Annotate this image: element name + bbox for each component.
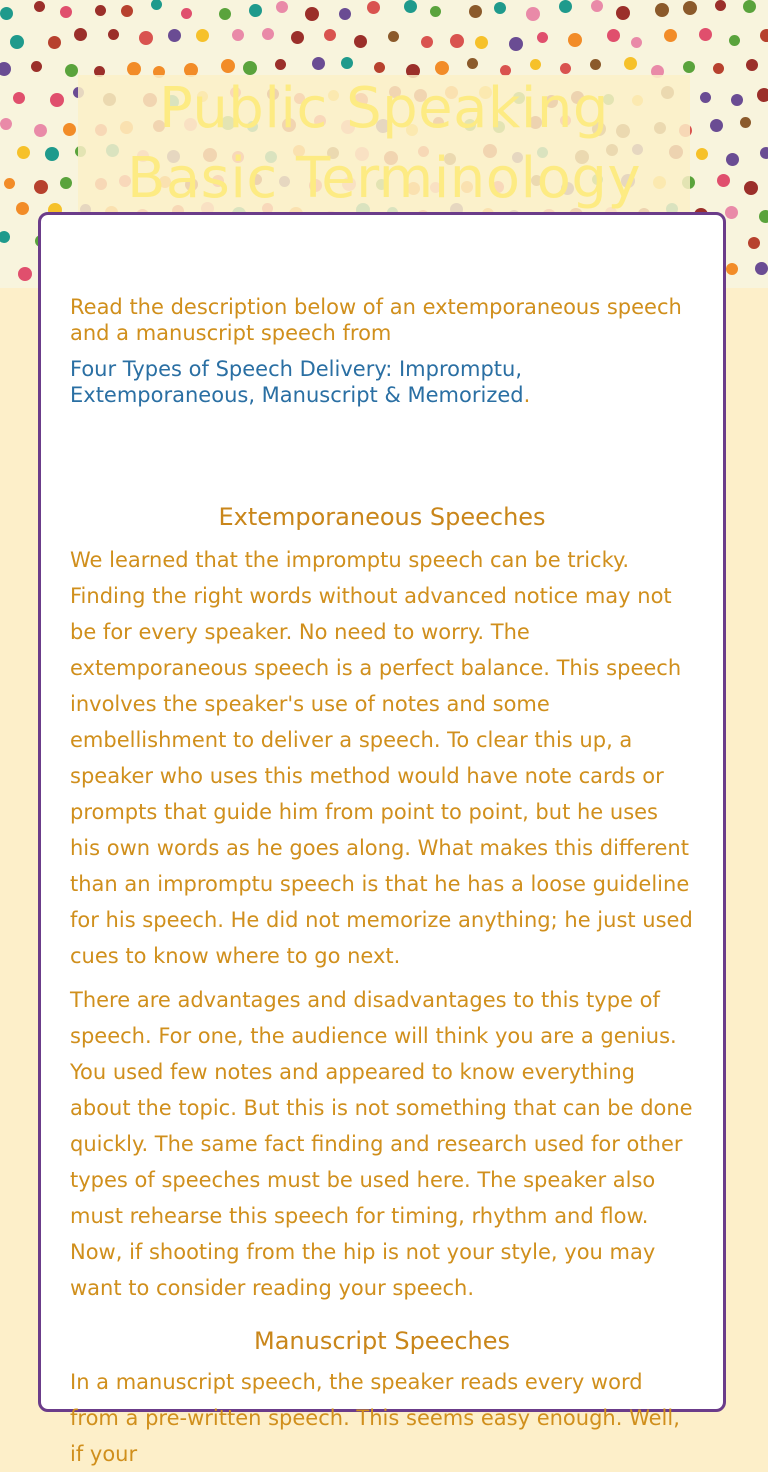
polka-dot [757, 88, 768, 102]
polka-dot [683, 1, 697, 15]
polka-dot [746, 59, 758, 71]
polka-dot [63, 123, 76, 136]
manuscript-heading: Manuscript Speeches [253, 1327, 511, 1355]
polka-dot [18, 267, 32, 281]
polka-dot [275, 59, 286, 70]
polka-dot [568, 33, 582, 47]
polka-dot [559, 0, 572, 13]
polka-dot [494, 2, 506, 14]
polka-dot [276, 1, 288, 13]
polka-dot [731, 94, 743, 106]
polka-dot [16, 202, 29, 215]
polka-dot [151, 0, 162, 10]
extemporaneous-heading: Extemporaneous Speeches [218, 503, 546, 531]
polka-dot [404, 0, 417, 13]
polka-dot [95, 5, 106, 16]
polka-dot [435, 61, 449, 75]
polka-dot [50, 93, 64, 107]
polka-dot [168, 29, 181, 42]
polka-dot [13, 92, 25, 104]
polka-dot [725, 206, 738, 219]
polka-dot [743, 0, 756, 13]
polka-dot [430, 6, 441, 17]
polka-dot [509, 37, 523, 51]
polka-dot [341, 57, 353, 69]
polka-dot [221, 59, 235, 73]
polka-dot [760, 147, 768, 159]
source-link[interactable] [70, 356, 694, 408]
polka-dot [312, 57, 325, 70]
polka-dot [60, 177, 72, 189]
polka-dot [664, 29, 677, 42]
polka-dot [48, 36, 61, 49]
polka-dot [65, 64, 78, 77]
polka-dot [530, 59, 541, 70]
content-area [70, 294, 694, 1472]
polka-dot [45, 147, 59, 161]
polka-dot [760, 29, 768, 42]
polka-dot [4, 178, 15, 189]
polka-dot [740, 117, 751, 128]
intro-period: . [523, 383, 531, 407]
polka-dot [655, 3, 669, 17]
polka-dot [74, 28, 87, 41]
polka-dot [713, 63, 724, 74]
polka-dot [291, 31, 304, 44]
polka-dot [10, 35, 24, 49]
polka-dot [181, 8, 192, 19]
polka-dot [683, 61, 695, 73]
polka-dot [60, 6, 72, 18]
polka-dot [726, 153, 739, 166]
polka-dot [696, 148, 708, 160]
polka-dot [0, 62, 11, 76]
polka-dot [108, 29, 119, 40]
polka-dot [590, 59, 601, 70]
polka-dot [469, 5, 482, 18]
page-title: Public Speaking Basic Terminology [126, 76, 642, 211]
polka-dot [467, 58, 478, 69]
polka-dot [0, 7, 13, 20]
polka-dot [624, 57, 637, 70]
polka-dot [717, 174, 730, 187]
polka-dot [367, 1, 380, 14]
extemporaneous-paragraph-1: We learned that the impromptu speech can be tricky. Finding the right words without advanced notice may not be for every speaker. No need to worry. The extemporaneous speech is a perfect balance. This speech involves the speaker's use of notes and some embellishment to deliver a speech. To clear this up, a speaker who uses this method would have note cards or prompts that guide him from point to point, but he uses his own words as he goes along. What makes this different than an impromptu speech is that he has a loose guideline for his speech. He did not memorize anything; he just used cues to know where to go next. [70, 548, 693, 968]
polka-dot [710, 119, 723, 132]
polka-dot [607, 29, 620, 42]
polka-dot [0, 231, 10, 243]
polka-dot [759, 210, 768, 223]
polka-dot [324, 29, 336, 41]
polka-dot [729, 35, 740, 46]
polka-dot [354, 35, 367, 48]
extemporaneous-paragraph-2: There are advantages and disadvantages to this type of speech. For one, the audience will think you are a genius. You used few notes and appeared to know everything about the topic. But this is not something that can be done quickly. The same fact finding and research used for other types of speeches must be used here. The speaker also must rehearse this speech for timing, rhythm and flow. Now, if shooting from the hip is not your style, you may want to consider reading your speech. [70, 988, 693, 1300]
polka-dot [232, 29, 244, 41]
polka-dot [196, 29, 209, 42]
source-link-text[interactable]: Four Types of Speech Delivery: Impromptu, Extemporaneous, Manuscript & Memorized [70, 357, 524, 407]
polka-dot [421, 36, 433, 48]
polka-dot [249, 4, 262, 17]
polka-dot [243, 61, 257, 75]
manuscript-paragraph-1: In a manuscript speech, the speaker reads every word from a pre-written speech. This seems easy enough. Well, if your [70, 1370, 680, 1466]
polka-dot [31, 61, 42, 72]
polka-dot [715, 0, 726, 11]
polka-dot [699, 28, 712, 41]
polka-dot [339, 8, 351, 20]
intro-text: Read the description below of an extemporaneous speech and a manuscript speech from [70, 295, 682, 345]
polka-dot [526, 7, 540, 21]
polka-dot [34, 124, 47, 137]
polka-dot [755, 262, 768, 275]
polka-dot [748, 237, 760, 249]
polka-dot [305, 7, 319, 21]
polka-dot [262, 28, 274, 40]
polka-dot [0, 118, 12, 130]
polka-dot [139, 31, 153, 45]
polka-dot [388, 31, 399, 42]
polka-dot [700, 92, 711, 103]
polka-dot [219, 8, 231, 20]
polka-dot [726, 263, 738, 275]
polka-dot [560, 63, 571, 74]
polka-dot [121, 5, 133, 17]
polka-dot [616, 6, 630, 20]
polka-dot [475, 36, 488, 49]
polka-dot [537, 32, 548, 43]
polka-dot [374, 62, 385, 73]
polka-dot [17, 146, 30, 159]
polka-dot [450, 34, 464, 48]
polka-dot [591, 0, 603, 12]
polka-dot [744, 181, 758, 195]
polka-dot [631, 37, 642, 48]
polka-dot [34, 180, 48, 194]
polka-dot [34, 1, 45, 12]
